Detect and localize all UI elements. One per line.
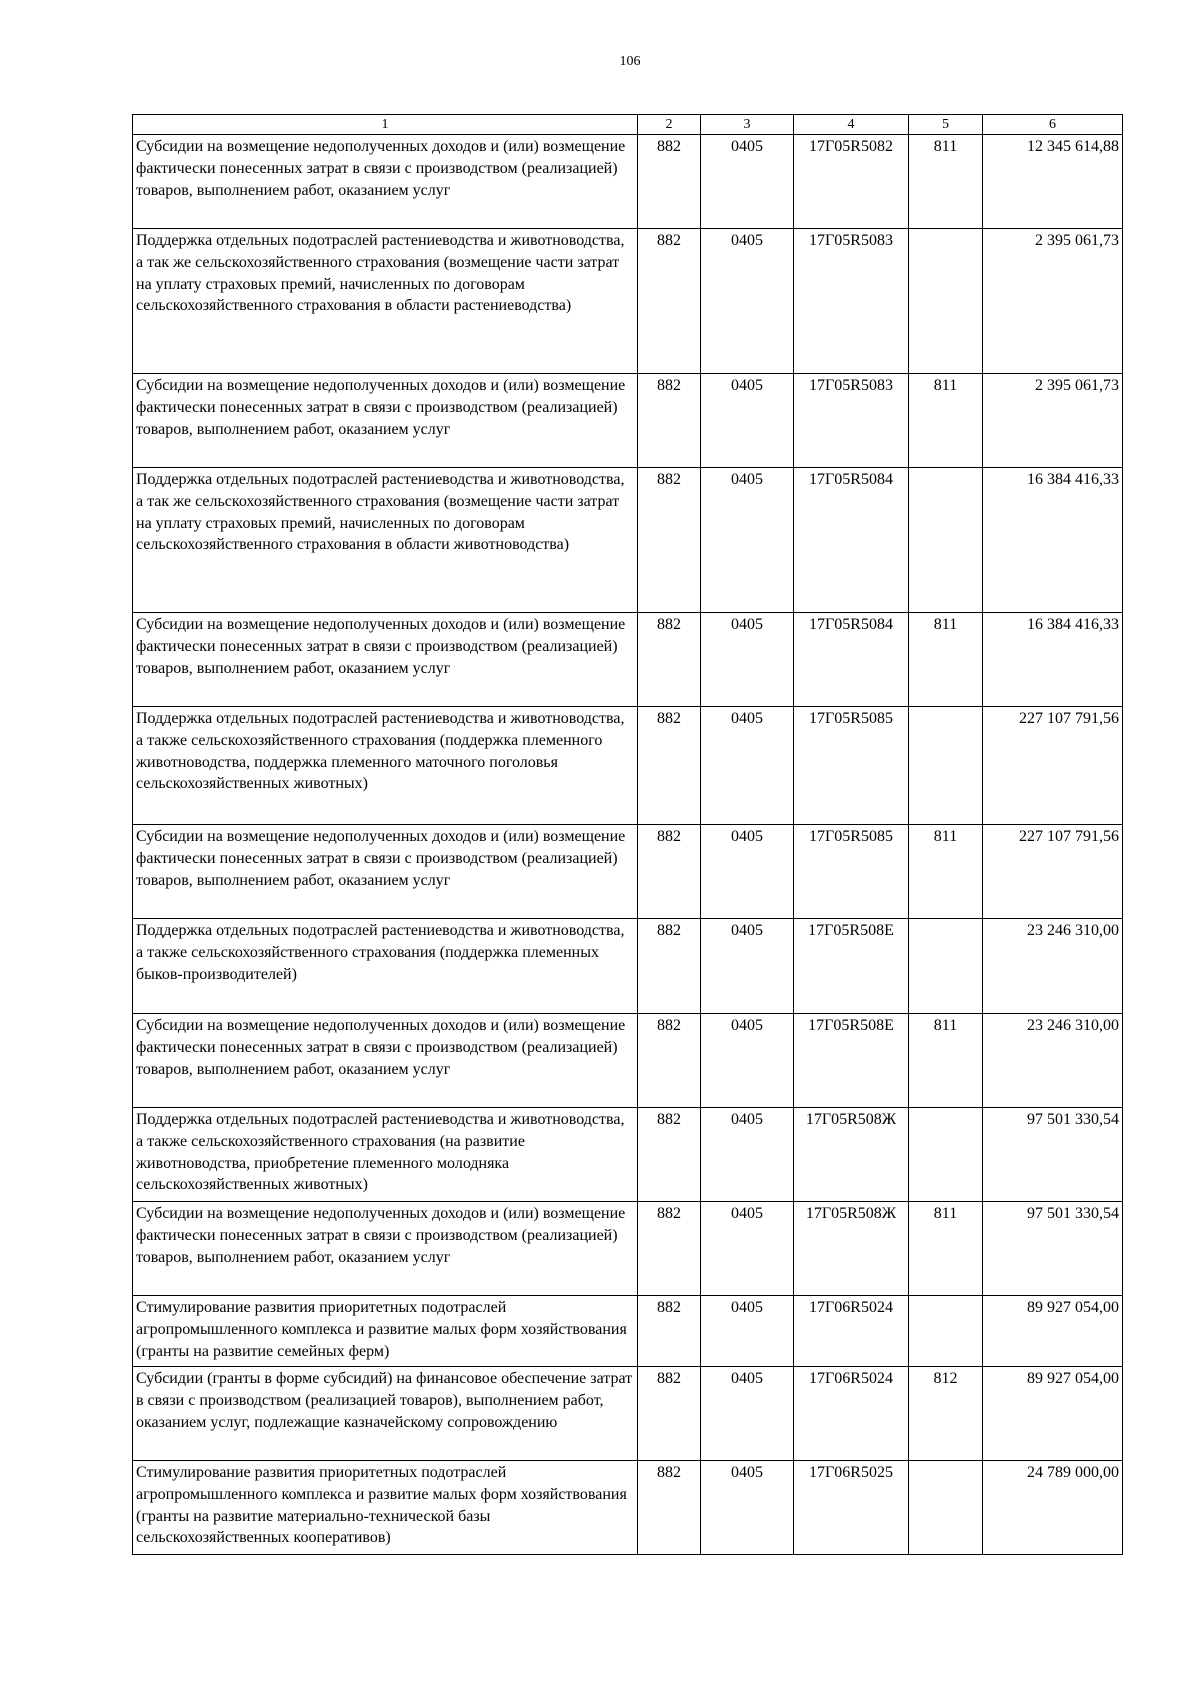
row-amount: 89 927 054,00 <box>983 1367 1123 1461</box>
row-ministry-code: 882 <box>638 229 701 374</box>
table-row <box>133 229 1123 374</box>
column-header-1: 1 <box>133 115 638 135</box>
row-amount: 23 246 310,00 <box>983 919 1123 1014</box>
row-name: Стимулирование развития приоритетных подотраслей агропромышленного комплекса и развитие малых форм хозяйствования (гранты на развитие семейных ферм) <box>133 1296 638 1367</box>
row-target-article: 17Г05R5082 <box>794 135 909 229</box>
column-header-3: 3 <box>701 115 794 135</box>
row-name: Поддержка отдельных подотраслей растениеводства и животноводства, а также сельскохозяйственного страхования (на развитие животноводства, приобретение племенного молодняка сельскохозяйственных животных) <box>133 1108 638 1202</box>
table-row <box>133 1461 1123 1555</box>
row-target-article: 17Г05R5085 <box>794 707 909 825</box>
row-name: Субсидии на возмещение недополученных доходов и (или) возмещение фактически понесенных затрат в связи с производством (реализацией) товаров, выполнением работ, оказанием услуг <box>133 613 638 707</box>
column-header-4: 4 <box>794 115 909 135</box>
row-expense-type <box>909 1461 983 1555</box>
row-expense-type <box>909 919 983 1014</box>
row-ministry-code: 882 <box>638 707 701 825</box>
row-target-article: 17Г05R5085 <box>794 825 909 919</box>
row-amount: 12 345 614,88 <box>983 135 1123 229</box>
column-header-2: 2 <box>638 115 701 135</box>
row-target-article: 17Г05R508Ж <box>794 1202 909 1296</box>
row-target-article: 17Г05R5084 <box>794 468 909 613</box>
row-expense-type: 811 <box>909 825 983 919</box>
row-expense-type: 811 <box>909 374 983 468</box>
row-section-code: 0405 <box>701 825 794 919</box>
row-section-code: 0405 <box>701 1202 794 1296</box>
row-name: Субсидии на возмещение недополученных доходов и (или) возмещение фактически понесенных затрат в связи с производством (реализацией) товаров, выполнением работ, оказанием услуг <box>133 135 638 229</box>
row-expense-type: 811 <box>909 1014 983 1108</box>
table-row <box>133 613 1123 707</box>
column-header-5: 5 <box>909 115 983 135</box>
row-amount: 16 384 416,33 <box>983 468 1123 613</box>
row-section-code: 0405 <box>701 1296 794 1367</box>
row-target-article: 17Г05R5083 <box>794 374 909 468</box>
row-expense-type <box>909 229 983 374</box>
row-ministry-code: 882 <box>638 919 701 1014</box>
row-amount: 2 395 061,73 <box>983 374 1123 468</box>
row-amount: 89 927 054,00 <box>983 1296 1123 1367</box>
row-name: Субсидии на возмещение недополученных доходов и (или) возмещение фактически понесенных затрат в связи с производством (реализацией) товаров, выполнением работ, оказанием услуг <box>133 1014 638 1108</box>
row-name: Поддержка отдельных подотраслей растениеводства и животноводства, а так же сельскохозяйственного страхования (возмещение части затрат на уплату страховых премий, начисленных по договорам сельскохозяйственного страхования в области животноводства) <box>133 468 638 613</box>
table-row <box>133 1108 1123 1202</box>
row-target-article: 17Г05R5084 <box>794 613 909 707</box>
row-expense-type <box>909 707 983 825</box>
table-row <box>133 374 1123 468</box>
row-name: Субсидии на возмещение недополученных доходов и (или) возмещение фактически понесенных затрат в связи с производством (реализацией) товаров, выполнением работ, оказанием услуг <box>133 825 638 919</box>
row-target-article: 17Г06R5025 <box>794 1461 909 1555</box>
row-amount: 97 501 330,54 <box>983 1202 1123 1296</box>
row-expense-type: 811 <box>909 135 983 229</box>
row-name: Субсидии на возмещение недополученных доходов и (или) возмещение фактически понесенных затрат в связи с производством (реализацией) товаров, выполнением работ, оказанием услуг <box>133 1202 638 1296</box>
row-section-code: 0405 <box>701 1367 794 1461</box>
row-expense-type <box>909 1296 983 1367</box>
row-section-code: 0405 <box>701 1461 794 1555</box>
row-section-code: 0405 <box>701 707 794 825</box>
table-row <box>133 1014 1123 1108</box>
row-ministry-code: 882 <box>638 613 701 707</box>
row-target-article: 17Г06R5024 <box>794 1367 909 1461</box>
row-ministry-code: 882 <box>638 825 701 919</box>
row-ministry-code: 882 <box>638 1367 701 1461</box>
row-name: Поддержка отдельных подотраслей растениеводства и животноводства, а так же сельскохозяйственного страхования (возмещение части затрат на уплату страховых премий, начисленных по договорам сельскохозяйственного страхования в области растениеводства) <box>133 229 638 374</box>
row-ministry-code: 882 <box>638 1461 701 1555</box>
row-amount: 227 107 791,56 <box>983 707 1123 825</box>
row-name: Стимулирование развития приоритетных подотраслей агропромышленного комплекса и развитие малых форм хозяйствования (гранты на развитие материально-технической базы сельскохозяйственных кооперативов) <box>133 1461 638 1555</box>
row-name: Субсидии (гранты в форме субсидий) на финансовое обеспечение затрат в связи с производством (реализацией товаров), выполнением работ, оказанием услуг, подлежащие казначейскому сопровождению <box>133 1367 638 1461</box>
row-expense-type <box>909 468 983 613</box>
row-ministry-code: 882 <box>638 374 701 468</box>
table-row <box>133 919 1123 1014</box>
table-row <box>133 468 1123 613</box>
row-amount: 97 501 330,54 <box>983 1108 1123 1202</box>
row-section-code: 0405 <box>701 468 794 613</box>
table-row <box>133 1296 1123 1367</box>
row-expense-type <box>909 1108 983 1202</box>
header-row <box>133 115 1123 135</box>
row-section-code: 0405 <box>701 229 794 374</box>
row-name: Субсидии на возмещение недополученных доходов и (или) возмещение фактически понесенных затрат в связи с производством (реализацией) товаров, выполнением работ, оказанием услуг <box>133 374 638 468</box>
table-row <box>133 825 1123 919</box>
row-ministry-code: 882 <box>638 1108 701 1202</box>
row-name: Поддержка отдельных подотраслей растениеводства и животноводства, а также сельскохозяйственного страхования (поддержка племенного животноводства, поддержка племенного маточного поголовья сельскохозяйственных животных) <box>133 707 638 825</box>
table-row <box>133 707 1123 825</box>
table-row <box>133 1202 1123 1296</box>
row-amount: 227 107 791,56 <box>983 825 1123 919</box>
row-expense-type: 812 <box>909 1367 983 1461</box>
row-name: Поддержка отдельных подотраслей растениеводства и животноводства, а также сельскохозяйственного страхования (поддержка племенных быков-производителей) <box>133 919 638 1014</box>
row-section-code: 0405 <box>701 1014 794 1108</box>
row-target-article: 17Г05R5083 <box>794 229 909 374</box>
row-target-article: 17Г06R5024 <box>794 1296 909 1367</box>
page-number: 106 <box>619 54 641 69</box>
row-ministry-code: 882 <box>638 1296 701 1367</box>
row-section-code: 0405 <box>701 374 794 468</box>
row-ministry-code: 882 <box>638 1014 701 1108</box>
row-section-code: 0405 <box>701 613 794 707</box>
row-ministry-code: 882 <box>638 1202 701 1296</box>
row-amount: 2 395 061,73 <box>983 229 1123 374</box>
row-section-code: 0405 <box>701 919 794 1014</box>
table-row <box>133 135 1123 229</box>
table-row <box>133 1367 1123 1461</box>
row-expense-type: 811 <box>909 1202 983 1296</box>
row-amount: 24 789 000,00 <box>983 1461 1123 1555</box>
column-header-6: 6 <box>983 115 1123 135</box>
row-ministry-code: 882 <box>638 468 701 613</box>
row-section-code: 0405 <box>701 135 794 229</box>
budget-table <box>132 114 1123 1555</box>
row-section-code: 0405 <box>701 1108 794 1202</box>
row-target-article: 17Г05R508Е <box>794 919 909 1014</box>
row-expense-type: 811 <box>909 613 983 707</box>
row-target-article: 17Г05R508Е <box>794 1014 909 1108</box>
row-target-article: 17Г05R508Ж <box>794 1108 909 1202</box>
row-ministry-code: 882 <box>638 135 701 229</box>
row-amount: 23 246 310,00 <box>983 1014 1123 1108</box>
row-amount: 16 384 416,33 <box>983 613 1123 707</box>
